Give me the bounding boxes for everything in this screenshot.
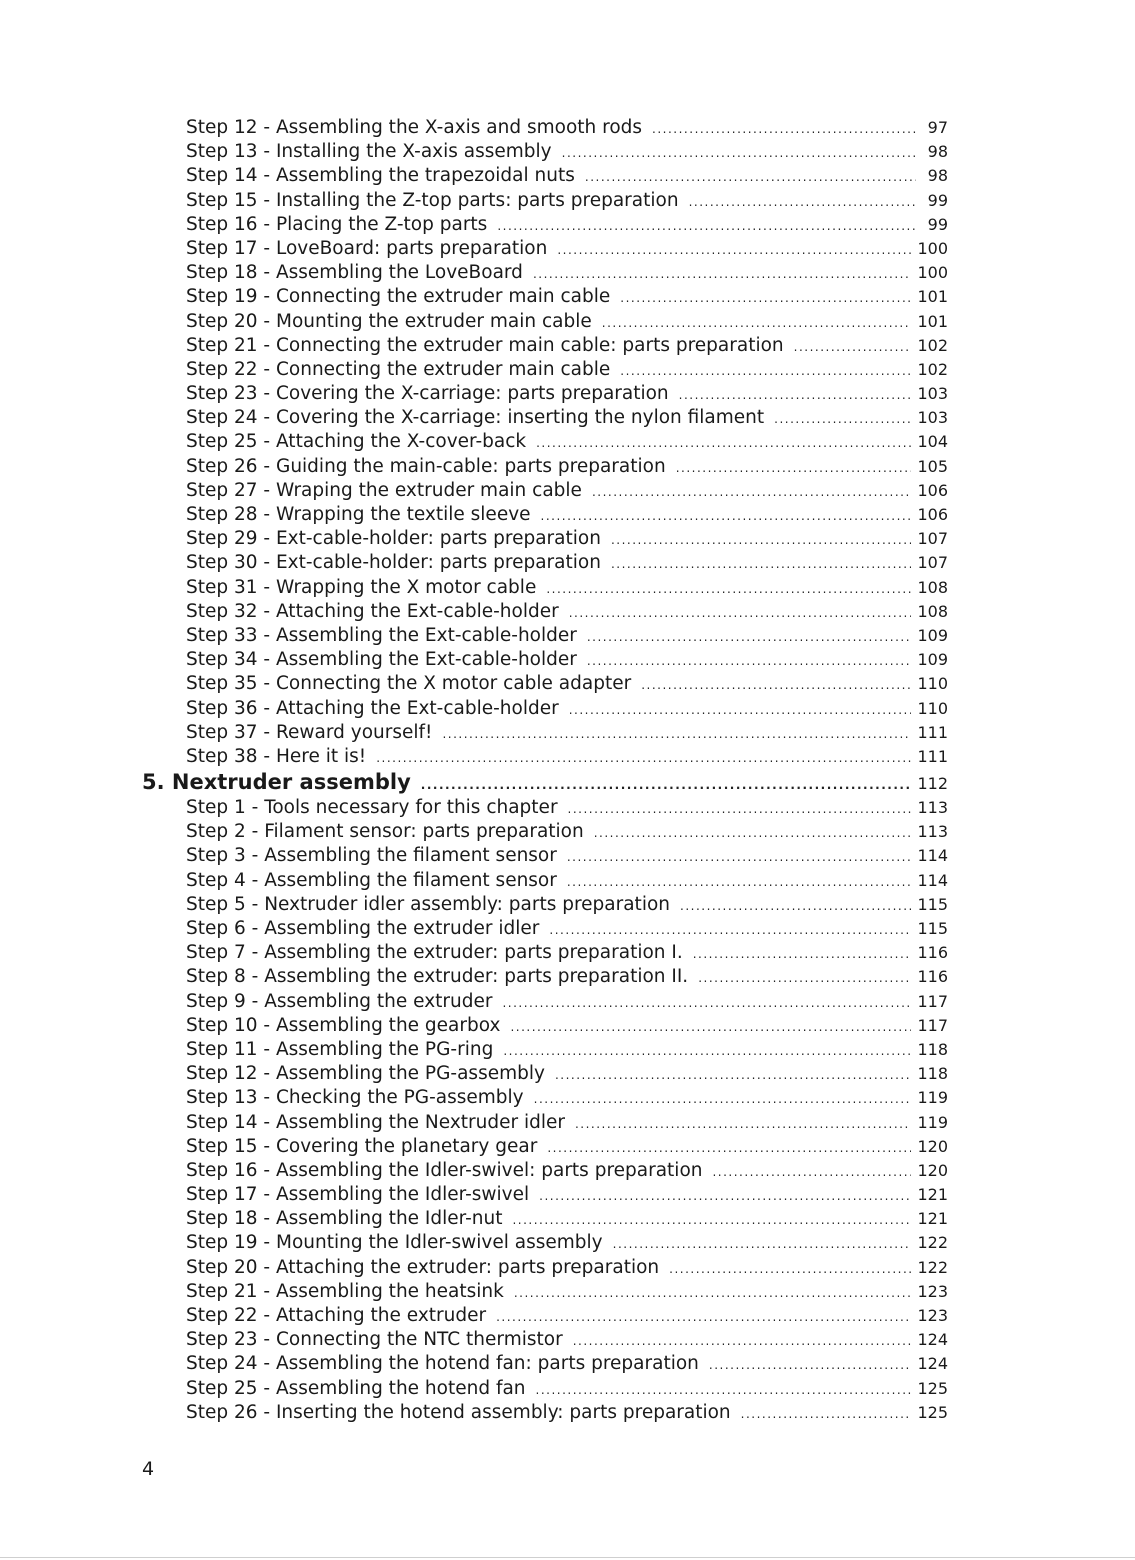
toc-entry-page: 99 <box>927 190 948 210</box>
toc-entry-title: Step 22 - Connecting the extruder main cable <box>186 358 611 380</box>
toc-entry-page: 125 <box>917 1402 948 1422</box>
toc-entry-title: Step 7 - Assembling the extruder: parts preparation I. <box>186 942 683 964</box>
toc-entry-title: Step 17 - LoveBoard: parts preparation <box>186 237 548 259</box>
toc-entry-title: Step 26 - Guiding the main-cable: parts preparation <box>186 455 666 477</box>
dot-leader <box>698 966 911 990</box>
toc-entry-title: Step 16 - Assembling the Idler-swivel: parts preparation <box>186 1159 703 1181</box>
toc-entry-page: 106 <box>917 505 948 524</box>
toc-entry-title: Step 17 - Assembling the Idler-swivel <box>186 1184 530 1206</box>
toc-entry-title: Step 14 - Assembling the trapezoidal nuts <box>186 165 575 187</box>
dot-leader <box>712 1160 911 1184</box>
dot-leader <box>510 1015 911 1039</box>
toc-entry-page: 109 <box>917 650 948 670</box>
toc-entry-page: 115 <box>917 894 948 914</box>
toc-entry-page: 116 <box>917 943 948 963</box>
toc-entry-title: Step 19 - Connecting the extruder main cable <box>186 286 611 308</box>
toc-entry-page: 104 <box>917 432 948 452</box>
toc-entry-page: 97 <box>927 118 948 137</box>
toc-entry-page: 100 <box>917 263 948 283</box>
toc-entry-title: Step 10 - Assembling the gearbox <box>186 1014 501 1036</box>
toc-entry-page: 119 <box>917 1112 948 1132</box>
dot-leader <box>794 335 912 359</box>
toc-entry[interactable] <box>142 310 948 334</box>
dot-leader <box>587 649 912 673</box>
toc-entry-page: 123 <box>917 1306 948 1325</box>
toc-entry[interactable] <box>142 334 948 358</box>
toc-entry-page: 114 <box>917 846 948 866</box>
dot-leader <box>693 942 912 966</box>
dot-leader <box>774 407 911 431</box>
toc-entry[interactable] <box>142 164 948 188</box>
toc-entry-page: 111 <box>917 722 948 742</box>
toc-entry-title: Step 30 - Ext-cable-holder: parts preparation <box>186 552 601 574</box>
toc-entry-title: Step 24 - Covering the X-carriage: inserting the nylon filament <box>186 407 765 429</box>
toc-entry[interactable] <box>142 941 948 965</box>
toc-entry[interactable] <box>142 648 948 672</box>
dot-leader <box>585 165 916 189</box>
toc-entry[interactable] <box>142 844 948 868</box>
toc-entry-page: 113 <box>917 822 948 842</box>
toc-entry[interactable] <box>142 213 948 237</box>
toc-entry[interactable] <box>142 1280 948 1304</box>
toc-entry-title: Step 37 - Reward yourself! <box>186 721 433 743</box>
dot-leader <box>546 577 911 601</box>
toc-entry-page: 112 <box>917 774 948 794</box>
dot-leader <box>496 1305 911 1329</box>
toc-entry[interactable] <box>142 672 948 696</box>
dot-leader <box>536 1378 912 1402</box>
toc-entry[interactable] <box>142 479 948 503</box>
toc-entry-title: Step 9 - Assembling the extruder <box>186 990 493 1012</box>
toc-entry[interactable] <box>142 455 948 479</box>
toc-entry-title: Step 36 - Attaching the Ext-cable-holder <box>186 697 559 719</box>
dot-leader <box>741 1402 912 1426</box>
toc-entry[interactable] <box>142 1328 948 1352</box>
toc-entry[interactable] <box>142 1062 948 1086</box>
toc-entry-page: 116 <box>917 967 948 987</box>
toc-entry-page: 101 <box>917 311 948 331</box>
toc-entry-title: Step 13 - Checking the PG-assembly <box>186 1087 524 1109</box>
toc-entry-title: Step 3 - Assembling the filament sensor <box>186 845 557 867</box>
dot-leader <box>567 870 912 894</box>
toc-entry-title: Step 23 - Connecting the NTC thermistor <box>186 1329 563 1351</box>
page-number: 4 <box>142 1458 155 1480</box>
toc-entry[interactable] <box>142 503 948 527</box>
dot-leader <box>569 601 912 625</box>
toc-entry[interactable] <box>142 893 948 917</box>
toc-entry-title: Step 27 - Wraping the extruder main cable <box>186 479 582 501</box>
dot-leader <box>502 991 911 1015</box>
dot-leader <box>641 673 911 697</box>
dot-leader <box>592 480 912 504</box>
toc-entry-page: 123 <box>917 1281 948 1301</box>
toc-entry-page: 121 <box>917 1209 948 1229</box>
toc-entry[interactable] <box>142 721 948 745</box>
toc-entry[interactable] <box>142 745 948 769</box>
toc-entry[interactable] <box>142 990 948 1014</box>
dot-leader <box>514 1281 912 1305</box>
dot-leader <box>376 746 911 770</box>
toc-entry-page: 105 <box>917 456 948 476</box>
toc-entry[interactable] <box>142 261 948 285</box>
toc-entry-page: 124 <box>917 1330 948 1350</box>
toc-entry-title: Step 12 - Assembling the PG-assembly <box>186 1063 545 1085</box>
dot-leader <box>709 1353 912 1377</box>
toc-entry[interactable] <box>142 1111 948 1135</box>
dot-leader <box>549 918 911 942</box>
toc-entry[interactable] <box>142 285 948 309</box>
toc-entry-title: Step 31 - Wrapping the X motor cable <box>186 576 537 598</box>
toc-entry-page: 109 <box>917 625 948 645</box>
toc-entry-title: Step 1 - Tools necessary for this chapter <box>186 797 558 819</box>
toc-entry-title: Step 21 - Assembling the heatsink <box>186 1280 504 1302</box>
toc-entry-page: 108 <box>917 601 948 621</box>
dot-leader <box>534 1087 912 1111</box>
toc-entry[interactable] <box>142 869 948 893</box>
toc-entry-page: 108 <box>917 577 948 597</box>
toc-entry-page: 124 <box>917 1354 948 1374</box>
toc-entry-page: 118 <box>917 1039 948 1059</box>
toc-entry[interactable] <box>142 1304 948 1328</box>
toc-entry[interactable] <box>142 1207 948 1231</box>
toc-entry[interactable] <box>142 1183 948 1207</box>
toc-entry-page: 117 <box>917 1015 948 1035</box>
dot-leader <box>539 1184 911 1208</box>
toc-entry-page: 110 <box>917 698 948 718</box>
toc-entry[interactable] <box>142 917 948 941</box>
toc-entry[interactable] <box>142 527 948 551</box>
toc-entry-page: 122 <box>917 1257 948 1277</box>
toc-entry-page: 111 <box>917 746 948 766</box>
toc-entry-page: 98 <box>927 142 948 162</box>
toc-entry[interactable] <box>142 624 948 648</box>
toc-entry-page: 113 <box>917 798 948 818</box>
toc-entry-title: Step 20 - Mounting the extruder main cable <box>186 310 592 332</box>
toc-entry[interactable] <box>142 382 948 406</box>
toc-entry-page: 98 <box>927 166 948 186</box>
toc-entry[interactable] <box>142 116 948 140</box>
toc-entry-title: Step 16 - Placing the Z-top parts <box>186 213 488 235</box>
dot-leader <box>652 117 916 141</box>
toc-entry[interactable] <box>142 1256 948 1280</box>
toc-entry-title: Step 32 - Attaching the Ext-cable-holder <box>186 600 559 622</box>
dot-leader <box>680 894 911 918</box>
toc-entry-title: Step 4 - Assembling the filament sensor <box>186 869 557 891</box>
dot-leader <box>575 1112 911 1136</box>
toc-entry-title: Step 18 - Assembling the LoveBoard <box>186 262 523 284</box>
dot-leader <box>547 1136 911 1160</box>
toc-entry[interactable] <box>142 1038 948 1062</box>
toc-entry[interactable] <box>142 1377 948 1401</box>
toc-entry-page: 120 <box>917 1160 948 1180</box>
toc-entry-page: 114 <box>917 870 948 890</box>
toc-entry[interactable] <box>142 1159 948 1183</box>
toc-entry-title: Step 21 - Connecting the extruder main cable: parts preparation <box>186 334 784 356</box>
toc-entry-title: Step 5 - Nextruder idler assembly: parts preparation <box>186 893 670 915</box>
toc-entry[interactable] <box>142 430 948 454</box>
bottom-rule <box>0 1557 1135 1558</box>
dot-leader <box>689 190 916 214</box>
dot-leader <box>557 238 911 262</box>
toc-entry[interactable] <box>142 140 948 164</box>
toc-entry-title: Step 15 - Installing the Z-top parts: parts preparation <box>186 189 679 211</box>
toc-entry-page: 106 <box>917 480 948 500</box>
dot-leader <box>594 821 912 845</box>
dot-leader <box>611 552 912 576</box>
toc-entry-page: 102 <box>917 359 948 379</box>
toc-chapter-entry[interactable] <box>142 769 948 796</box>
toc-entry-title: 5. Nextruder assembly <box>142 770 411 795</box>
toc-entry-title: Step 25 - Assembling the hotend fan <box>186 1377 526 1399</box>
toc-entry-title: Step 33 - Assembling the Ext-cable-holder <box>186 624 577 646</box>
dot-leader <box>573 1329 912 1353</box>
toc-entry[interactable] <box>142 237 948 261</box>
dot-leader <box>497 214 916 238</box>
dot-leader <box>562 141 916 165</box>
toc-entry-title: Step 6 - Assembling the extruder idler <box>186 918 540 939</box>
toc-entry[interactable] <box>142 697 948 721</box>
toc-entry-title: Step 28 - Wrapping the textile sleeve <box>186 504 531 525</box>
toc-entry-page: 119 <box>917 1088 948 1108</box>
toc-entry[interactable] <box>142 1231 948 1255</box>
toc-entry-title: Step 18 - Assembling the Idler-nut <box>186 1208 503 1230</box>
dot-leader <box>676 456 912 480</box>
toc-entry-title: Step 34 - Assembling the Ext-cable-holder <box>186 649 577 671</box>
dot-leader <box>613 1232 912 1256</box>
toc-entry[interactable] <box>142 358 948 382</box>
dot-leader <box>569 698 912 722</box>
toc-entry[interactable] <box>142 600 948 624</box>
dot-leader <box>620 286 911 310</box>
toc-entry-page: 103 <box>917 408 948 428</box>
toc-entry-page: 121 <box>917 1185 948 1205</box>
toc-entry-page: 118 <box>917 1064 948 1084</box>
toc-entry-title: Step 22 - Attaching the extruder <box>186 1305 487 1326</box>
dot-leader <box>602 311 912 335</box>
toc-entry[interactable] <box>142 1401 948 1425</box>
toc-entry[interactable] <box>142 796 948 820</box>
toc-entry-page: 110 <box>917 674 948 694</box>
toc-entry[interactable] <box>142 189 948 213</box>
dot-leader <box>611 528 912 552</box>
toc-entry-page: 107 <box>917 529 948 549</box>
dot-leader <box>620 359 911 383</box>
toc-entry-title: Step 25 - Attaching the X-cover-back <box>186 431 527 453</box>
toc-entry[interactable] <box>142 1014 948 1038</box>
toc-entry-page: 100 <box>917 238 948 258</box>
toc-entry-title: Step 12 - Assembling the X-axis and smooth rods <box>186 117 643 138</box>
toc-entry[interactable] <box>142 551 948 575</box>
table-of-contents <box>142 116 948 1425</box>
dot-leader <box>679 383 912 407</box>
toc-entry-title: Step 19 - Mounting the Idler-swivel assembly <box>186 1232 603 1254</box>
toc-entry-title: Step 11 - Assembling the PG-ring <box>186 1038 494 1060</box>
toc-entry-page: 115 <box>917 919 948 938</box>
toc-entry-page: 101 <box>917 287 948 307</box>
toc-entry-title: Step 14 - Assembling the Nextruder idler <box>186 1111 565 1133</box>
toc-entry-title: Step 23 - Covering the X-carriage: parts preparation <box>186 383 669 405</box>
dot-leader <box>442 722 911 746</box>
dot-leader <box>421 772 912 799</box>
toc-entry[interactable] <box>142 965 948 989</box>
toc-entry-title: Step 15 - Covering the planetary gear <box>186 1135 538 1157</box>
toc-entry-page: 120 <box>917 1136 948 1156</box>
toc-entry-page: 107 <box>917 553 948 573</box>
toc-entry-page: 102 <box>917 335 948 355</box>
toc-entry[interactable] <box>142 820 948 844</box>
dot-leader <box>541 504 912 528</box>
toc-entry-title: Step 26 - Inserting the hotend assembly: parts preparation <box>186 1401 731 1423</box>
toc-entry[interactable] <box>142 1352 948 1376</box>
toc-entry[interactable] <box>142 1086 948 1110</box>
toc-entry-title: Step 35 - Connecting the X motor cable adapter <box>186 673 632 695</box>
toc-entry-page: 103 <box>917 384 948 404</box>
dot-leader <box>533 262 912 286</box>
toc-entry-page: 117 <box>917 991 948 1011</box>
toc-entry-page: 99 <box>927 214 948 234</box>
toc-entry[interactable] <box>142 1135 948 1159</box>
toc-entry-page: 125 <box>917 1378 948 1398</box>
toc-entry-title: Step 2 - Filament sensor: parts preparation <box>186 821 584 843</box>
toc-entry[interactable] <box>142 576 948 600</box>
dot-leader <box>669 1257 911 1281</box>
dot-leader <box>555 1063 912 1087</box>
toc-entry-title: Step 8 - Assembling the extruder: parts preparation II. <box>186 966 689 988</box>
toc-entry-title: Step 13 - Installing the X-axis assembly <box>186 141 552 163</box>
dot-leader <box>512 1208 911 1232</box>
dot-leader <box>536 431 911 455</box>
toc-entry-title: Step 20 - Attaching the extruder: parts preparation <box>186 1256 660 1278</box>
toc-entry-title: Step 38 - Here it is! <box>186 745 367 767</box>
dot-leader <box>587 625 912 649</box>
toc-entry-title: Step 29 - Ext-cable-holder: parts preparation <box>186 528 601 550</box>
dot-leader <box>503 1039 911 1063</box>
dot-leader <box>568 797 912 821</box>
toc-entry[interactable] <box>142 406 948 430</box>
toc-entry-title: Step 24 - Assembling the hotend fan: parts preparation <box>186 1353 699 1375</box>
dot-leader <box>567 845 912 869</box>
toc-entry-page: 122 <box>917 1233 948 1253</box>
